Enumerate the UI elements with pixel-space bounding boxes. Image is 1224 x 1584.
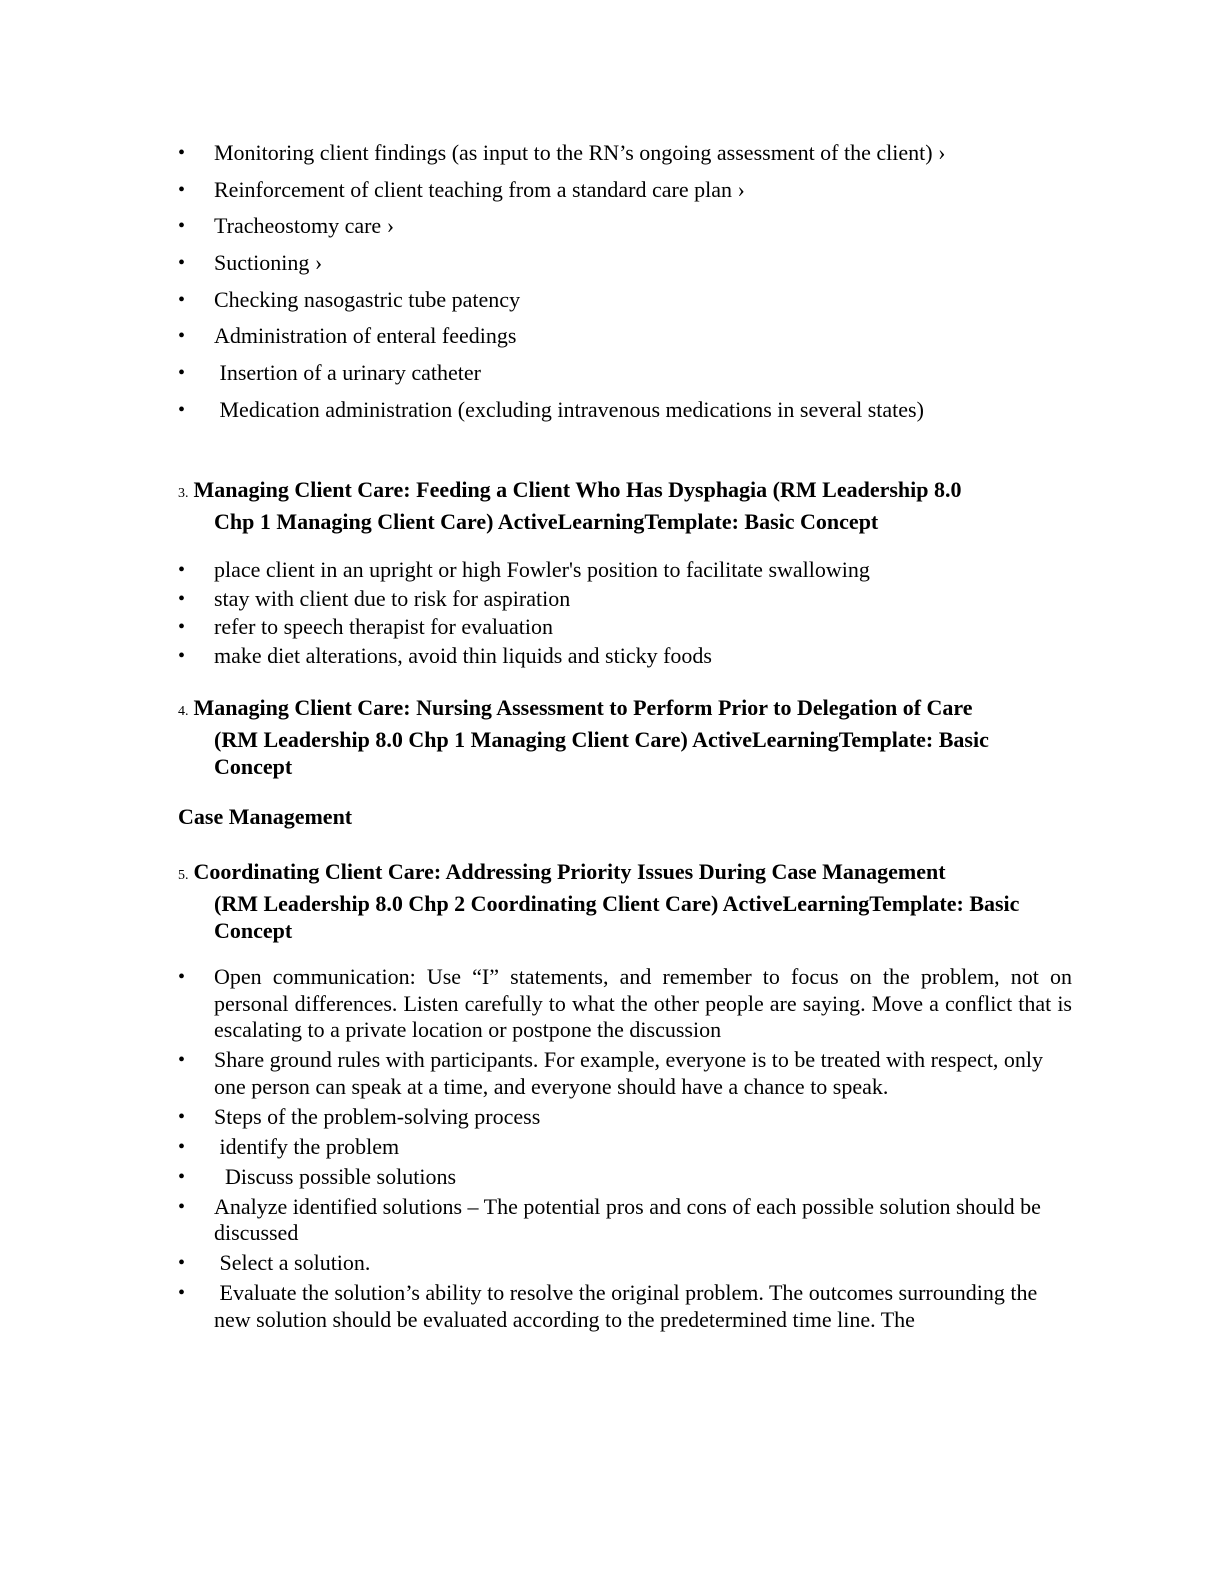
list-item: • Discuss possible solutions [178,1164,1072,1191]
heading-line: Managing Client Care: Nursing Assessment to Perform Prior to Delegation of Care [193,695,973,720]
heading-continuation: (RM Leadership 8.0 Chp 1 Managing Client Care) ActiveLearningTemplate: Basic Concept [214,726,989,779]
question-heading-4 [178,694,1072,781]
list-item: • place client in an upright or high Fowler's position to facilitate swallowing [178,556,1072,585]
list-item: • stay with client due to risk for aspiration [178,585,1072,614]
question-number: 3. [178,486,189,501]
list-item: • Administration of enteral feedings [178,321,1072,351]
section-title: Case Management [178,804,353,829]
list-item: • Share ground rules with participants. For example, everyone is to be treated with respect, only one person can speak at a time, and everyone should have a chance to speak. [178,1047,1072,1100]
heading-line: Managing Client Care: Feeding a Client Who Has Dysphagia (RM Leadership 8.0 [193,477,962,502]
list-item: • Steps of the problem-solving process [178,1104,1072,1131]
list-item: • Select a solution. [178,1250,1072,1277]
question-heading-3 [178,476,1072,535]
list-item: • Insertion of a urinary catheter [178,358,1072,388]
dysphagia-feeding-list [178,556,1072,670]
list-item: • Analyze identified solutions – The potential pros and cons of each possible solution should be discussed [178,1194,1072,1247]
list-item: • Reinforcement of client teaching from a standard care plan › [178,175,1072,205]
heading-line: Coordinating Client Care: Addressing Priority Issues During Case Management [193,859,946,884]
list-item: • refer to speech therapist for evaluation [178,613,1072,642]
question-number: 5. [178,868,189,883]
list-item: • Medication administration (excluding intravenous medications in several states) [178,395,1072,425]
list-item: • Evaluate the solution’s ability to resolve the original problem. The outcomes surrounding the new solution should be evaluated according to the predetermined time line. The [178,1280,1072,1333]
list-item: • Open communication: Use “I” statements, and remember to focus on the problem, not on personal differences. Listen carefully to what the other people are saying. Move a conflict that is escalating to a private location or postpone the discussion [178,964,1072,1044]
case-management-list [178,964,1072,1337]
question-number: 4. [178,704,189,719]
question-heading-5 [178,858,1072,945]
heading-continuation: (RM Leadership 8.0 Chp 2 Coordinating Client Care) ActiveLearningTemplate: Basic Concept [214,890,1020,943]
list-item: • identify the problem [178,1134,1072,1161]
list-item: • Suctioning › [178,248,1072,278]
list-item: • Tracheostomy care › [178,211,1072,241]
list-item: • Checking nasogastric tube patency [178,285,1072,315]
list-item: • make diet alterations, avoid thin liquids and sticky foods [178,642,1072,671]
list-item: • Monitoring client findings (as input to the RN’s ongoing assessment of the client) › [178,138,1072,168]
delegation-tasks-list [178,138,1072,432]
heading-continuation: Chp 1 Managing Client Care) ActiveLearningTemplate: Basic Concept [214,508,879,534]
